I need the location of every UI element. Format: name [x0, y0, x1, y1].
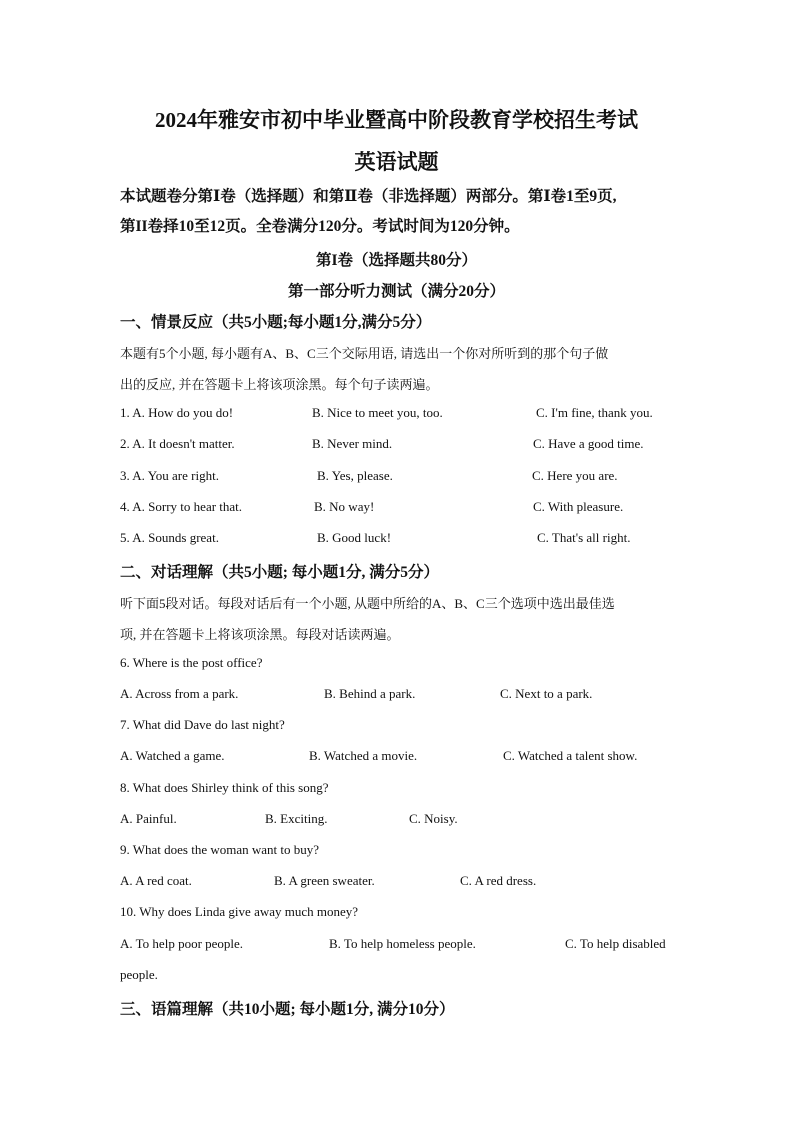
section-1-instruction-line-1: 本题有5个小题, 每小题有A、B、C三个交际用语, 请选出一个你对所听到的那个句子做	[120, 346, 609, 361]
question-10-option-b: B. To help homeless people.	[329, 936, 476, 951]
item-4-option-a: 4. A. Sorry to hear that.	[120, 499, 243, 514]
item-1-option-c: C. I'm fine, thank you.	[536, 405, 653, 420]
item-3-option-c: C. Here you are.	[532, 468, 618, 483]
question-8-option-b: B. Exciting.	[265, 811, 328, 826]
question-9-option-b: B. A green sweater.	[274, 873, 375, 888]
question-7-option-a: A. Watched a game.	[120, 748, 225, 763]
part-1-title: 第一部分听力测试（满分20分）	[287, 283, 505, 300]
question-6-option-b: B. Behind a park.	[324, 686, 416, 701]
item-4-option-b: B. No way!	[314, 499, 375, 514]
volume-1-title: 第I卷（选择题共80分）	[315, 252, 478, 269]
item-2-option-b: B. Never mind.	[312, 436, 393, 451]
question-9-option-a: A. A red coat.	[120, 873, 192, 888]
question-10-option-c-continued: people.	[120, 967, 158, 982]
exam-subtitle: 英语试题	[354, 150, 439, 174]
item-1-option-b: B. Nice to meet you, too.	[312, 405, 443, 420]
section-1-instruction	[120, 338, 676, 400]
question-6-option-c: C. Next to a park.	[500, 686, 593, 701]
item-5-option-c: C. That's all right.	[537, 530, 631, 545]
intro-line-1: 本试题卷分第Ⅰ卷（选择题）和第Ⅱ卷（非选择题）两部分。第Ⅰ卷1至9页,	[120, 188, 617, 205]
question-7: 7. What did Dave do last night?	[120, 717, 285, 732]
question-10: 10. Why does Linda give away much money?	[120, 904, 359, 919]
item-5-option-a: 5. A. Sounds great.	[120, 530, 219, 545]
question-8: 8. What does Shirley think of this song?	[120, 780, 329, 795]
section-2-instruction-line-2: 项, 并在答题卡上将该项涂黑。每段对话读两遍。	[120, 627, 400, 642]
item-3-option-b: B. Yes, please.	[317, 468, 393, 483]
section-1-instruction-line-2: 出的反应, 并在答题卡上将该项涂黑。每个句子读两遍。	[120, 377, 439, 392]
section-2-heading: 二、对话理解（共5小题; 每小题1分, 满分5分）	[120, 564, 440, 581]
question-7-option-c: C. Watched a talent show.	[503, 748, 638, 763]
exam-title: 2024年雅安市初中毕业暨高中阶段教育学校招生考试	[155, 108, 638, 132]
item-5-option-b: B. Good luck!	[317, 530, 392, 545]
item-3-option-a: 3. A. You are right.	[120, 468, 219, 483]
question-10-option-a: A. To help poor people.	[120, 936, 244, 951]
question-8-option-c: C. Noisy.	[409, 811, 458, 826]
item-2-option-c: C. Have a good time.	[533, 436, 644, 451]
exam-intro	[120, 182, 680, 242]
section-3-heading: 三、语篇理解（共10小题; 每小题1分, 满分10分）	[120, 1001, 455, 1018]
section-1-heading: 一、情景反应（共5小题;每小题1分,满分5分）	[120, 314, 432, 331]
question-6-option-a: A. Across from a park.	[120, 686, 239, 701]
question-8-option-a: A. Painful.	[120, 811, 177, 826]
intro-line-2: 第II卷择10至12页。全卷满分120分。考试时间为120分钟。	[120, 218, 520, 235]
question-9-option-c: C. A red dress.	[460, 873, 537, 888]
question-7-option-b: B. Watched a movie.	[309, 748, 418, 763]
item-2-option-a: 2. A. It doesn't matter.	[120, 436, 235, 451]
section-2-instruction-line-1: 听下面5段对话。每段对话后有一个小题, 从题中所给的A、B、C三个选项中选出最佳选	[120, 596, 615, 611]
item-4-option-c: C. With pleasure.	[533, 499, 624, 514]
question-9: 9. What does the woman want to buy?	[120, 842, 320, 857]
section-2-instruction	[120, 588, 676, 650]
item-1-option-a: 1. A. How do you do!	[120, 405, 234, 420]
question-6: 6. Where is the post office?	[120, 655, 263, 670]
question-10-option-c: C. To help disabled	[565, 936, 666, 951]
